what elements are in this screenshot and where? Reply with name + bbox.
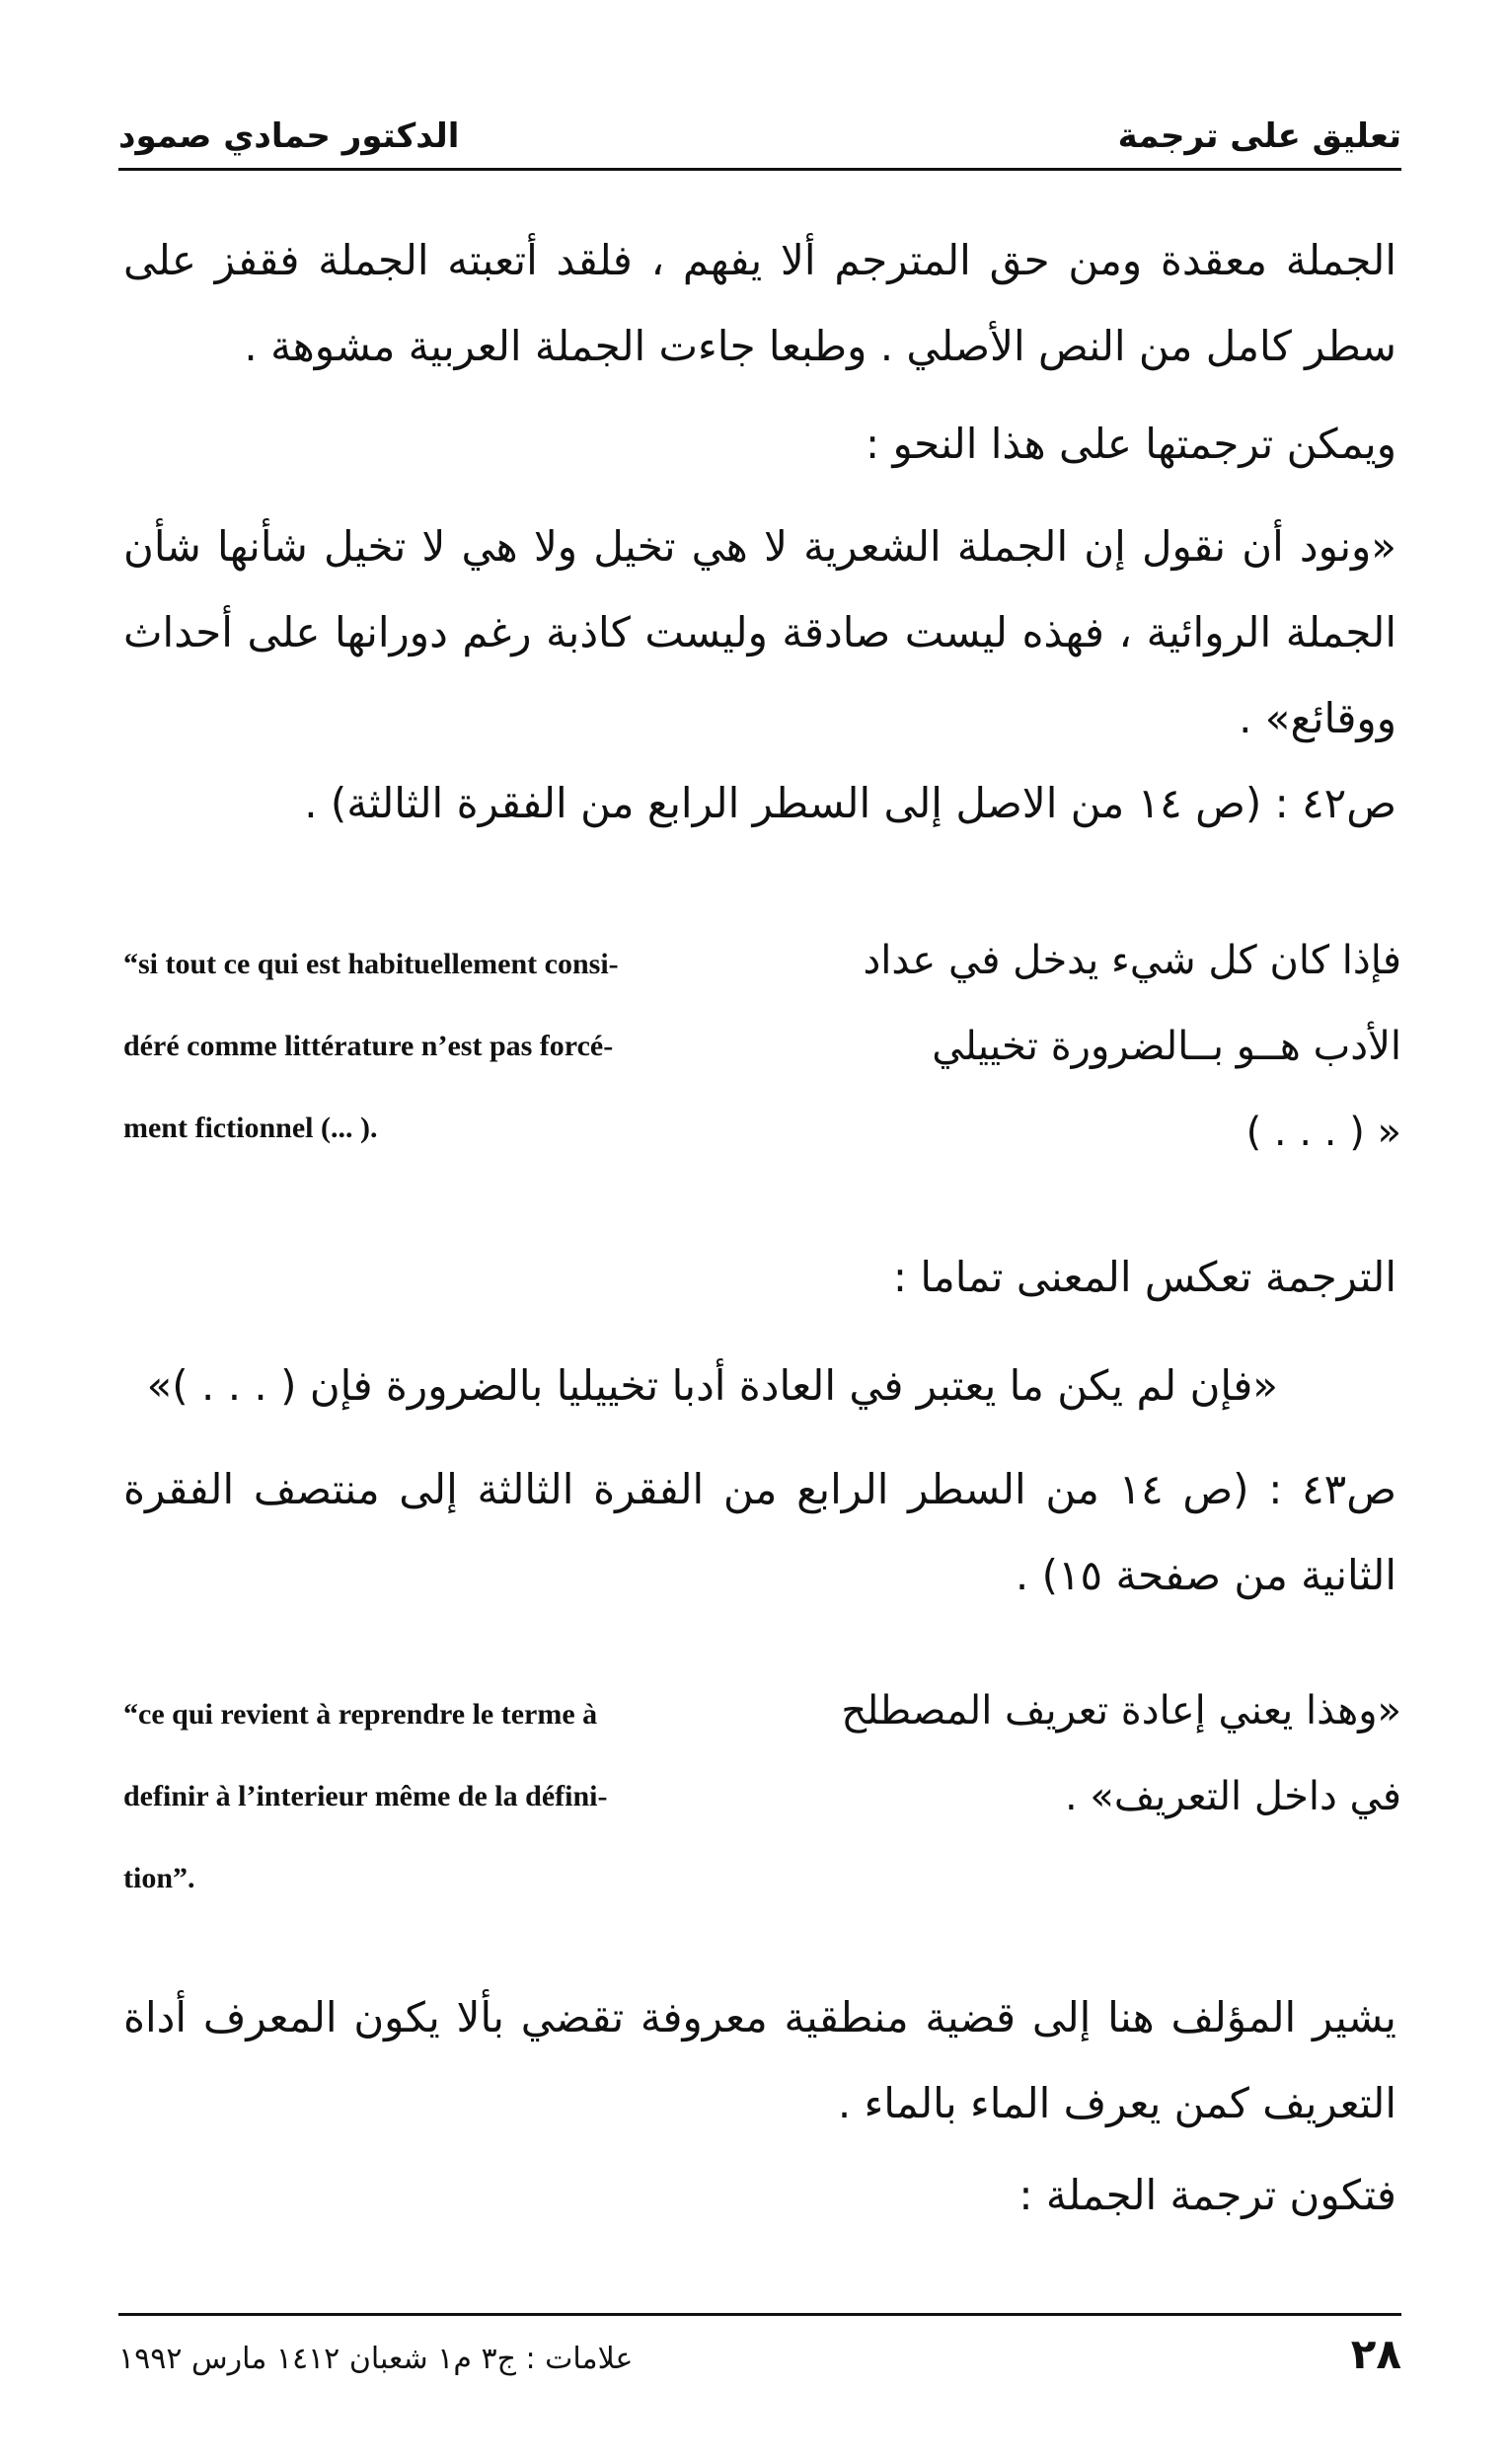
paragraph-8: يشير المؤلف هنا إلى قضية منطقية معروفة تقضي بألا يكون المعرف أداة التعريف كمن يعرف الماء بالماء .: [123, 1993, 1396, 2127]
quote-2-fr-line: tion”.: [123, 1862, 195, 1894]
running-title: تعليق على ترجمة: [1117, 116, 1401, 156]
quote-2-fr-line: “ce qui revient à reprendre le terme à: [123, 1698, 598, 1731]
page-number: ٢٨: [1350, 2330, 1401, 2378]
paragraph-5: الترجمة تعكس المعنى تماما :: [892, 1253, 1396, 1301]
paragraph-4: ص٤٢ : (ص ١٤ من الاصل إلى السطر الرابع من الفقرة الثالثة) .: [304, 779, 1396, 827]
quote-1-fr-line: ment fictionnel (... ).: [123, 1112, 378, 1144]
running-author: الدكتور حمادي صمود: [118, 116, 460, 156]
quote-1-arabic: [790, 918, 1401, 1176]
running-header: [118, 107, 1401, 166]
quote-1-ar-line: « ( . . . ): [1245, 1110, 1401, 1155]
paragraph-1: الجملة معقدة ومن حق المترجم ألا يفهم ، فلقد أتعبته الجملة فقفز على سطر كامل من النص الأصلي . وطبعا جاءت الجملة العربية مشوهة .: [123, 236, 1396, 370]
quote-1-ar-line: فإذا كان كل شيء يدخل في عداد: [863, 938, 1401, 983]
paragraph-3: «ونود أن نقول إن الجملة الشعرية لا هي تخيل ولا هي لا تخيل شأنها شأن الجملة الروائية ، فهذه ليست صادقة وليست كاذبة رغم دورانها على أحداث ووقائع» .: [123, 522, 1396, 742]
quote-2-fr-line: definir à l’interieur même de la défini-: [123, 1780, 608, 1812]
header-rule: [118, 168, 1401, 171]
quote-1-french: [123, 923, 735, 1169]
paragraph-9: فتكون ترجمة الجملة :: [1018, 2171, 1396, 2219]
quote-1-fr-line: déré comme littérature n’est pas forcé-: [123, 1030, 614, 1062]
quote-2-french: [123, 1673, 735, 1919]
footer-rule: [118, 2313, 1401, 2316]
page-footer: [118, 2330, 1401, 2399]
quote-1-fr-line: “si tout ce qui est habituellement consi-: [123, 948, 619, 980]
paragraph-2: ويمكن ترجمتها على هذا النحو :: [865, 420, 1396, 468]
paragraph-7: ص٤٣ : (ص ١٤ من السطر الرابع من الفقرة الثالثة إلى منتصف الفقرة الثانية من صفحة ١٥) .: [123, 1465, 1397, 1599]
journal-issue: علامات : ج٣ م١ شعبان ١٤١٢ مارس ١٩٩٢: [118, 2342, 634, 2376]
quote-1-ar-line: الأدب هــو بــالضرورة تخييلي: [932, 1024, 1401, 1069]
paragraph-6: «فإن لم يكن ما يعتبر في العادة أدبا تخييليا بالضرورة فإن ( . . . )»: [146, 1361, 1278, 1410]
quote-2-arabic: [790, 1668, 1401, 1840]
quote-2-ar-line: في داخل التعريف» .: [1064, 1774, 1401, 1819]
quote-2-ar-line: «وهذا يعني إعادة تعريف المصطلح: [841, 1688, 1401, 1733]
